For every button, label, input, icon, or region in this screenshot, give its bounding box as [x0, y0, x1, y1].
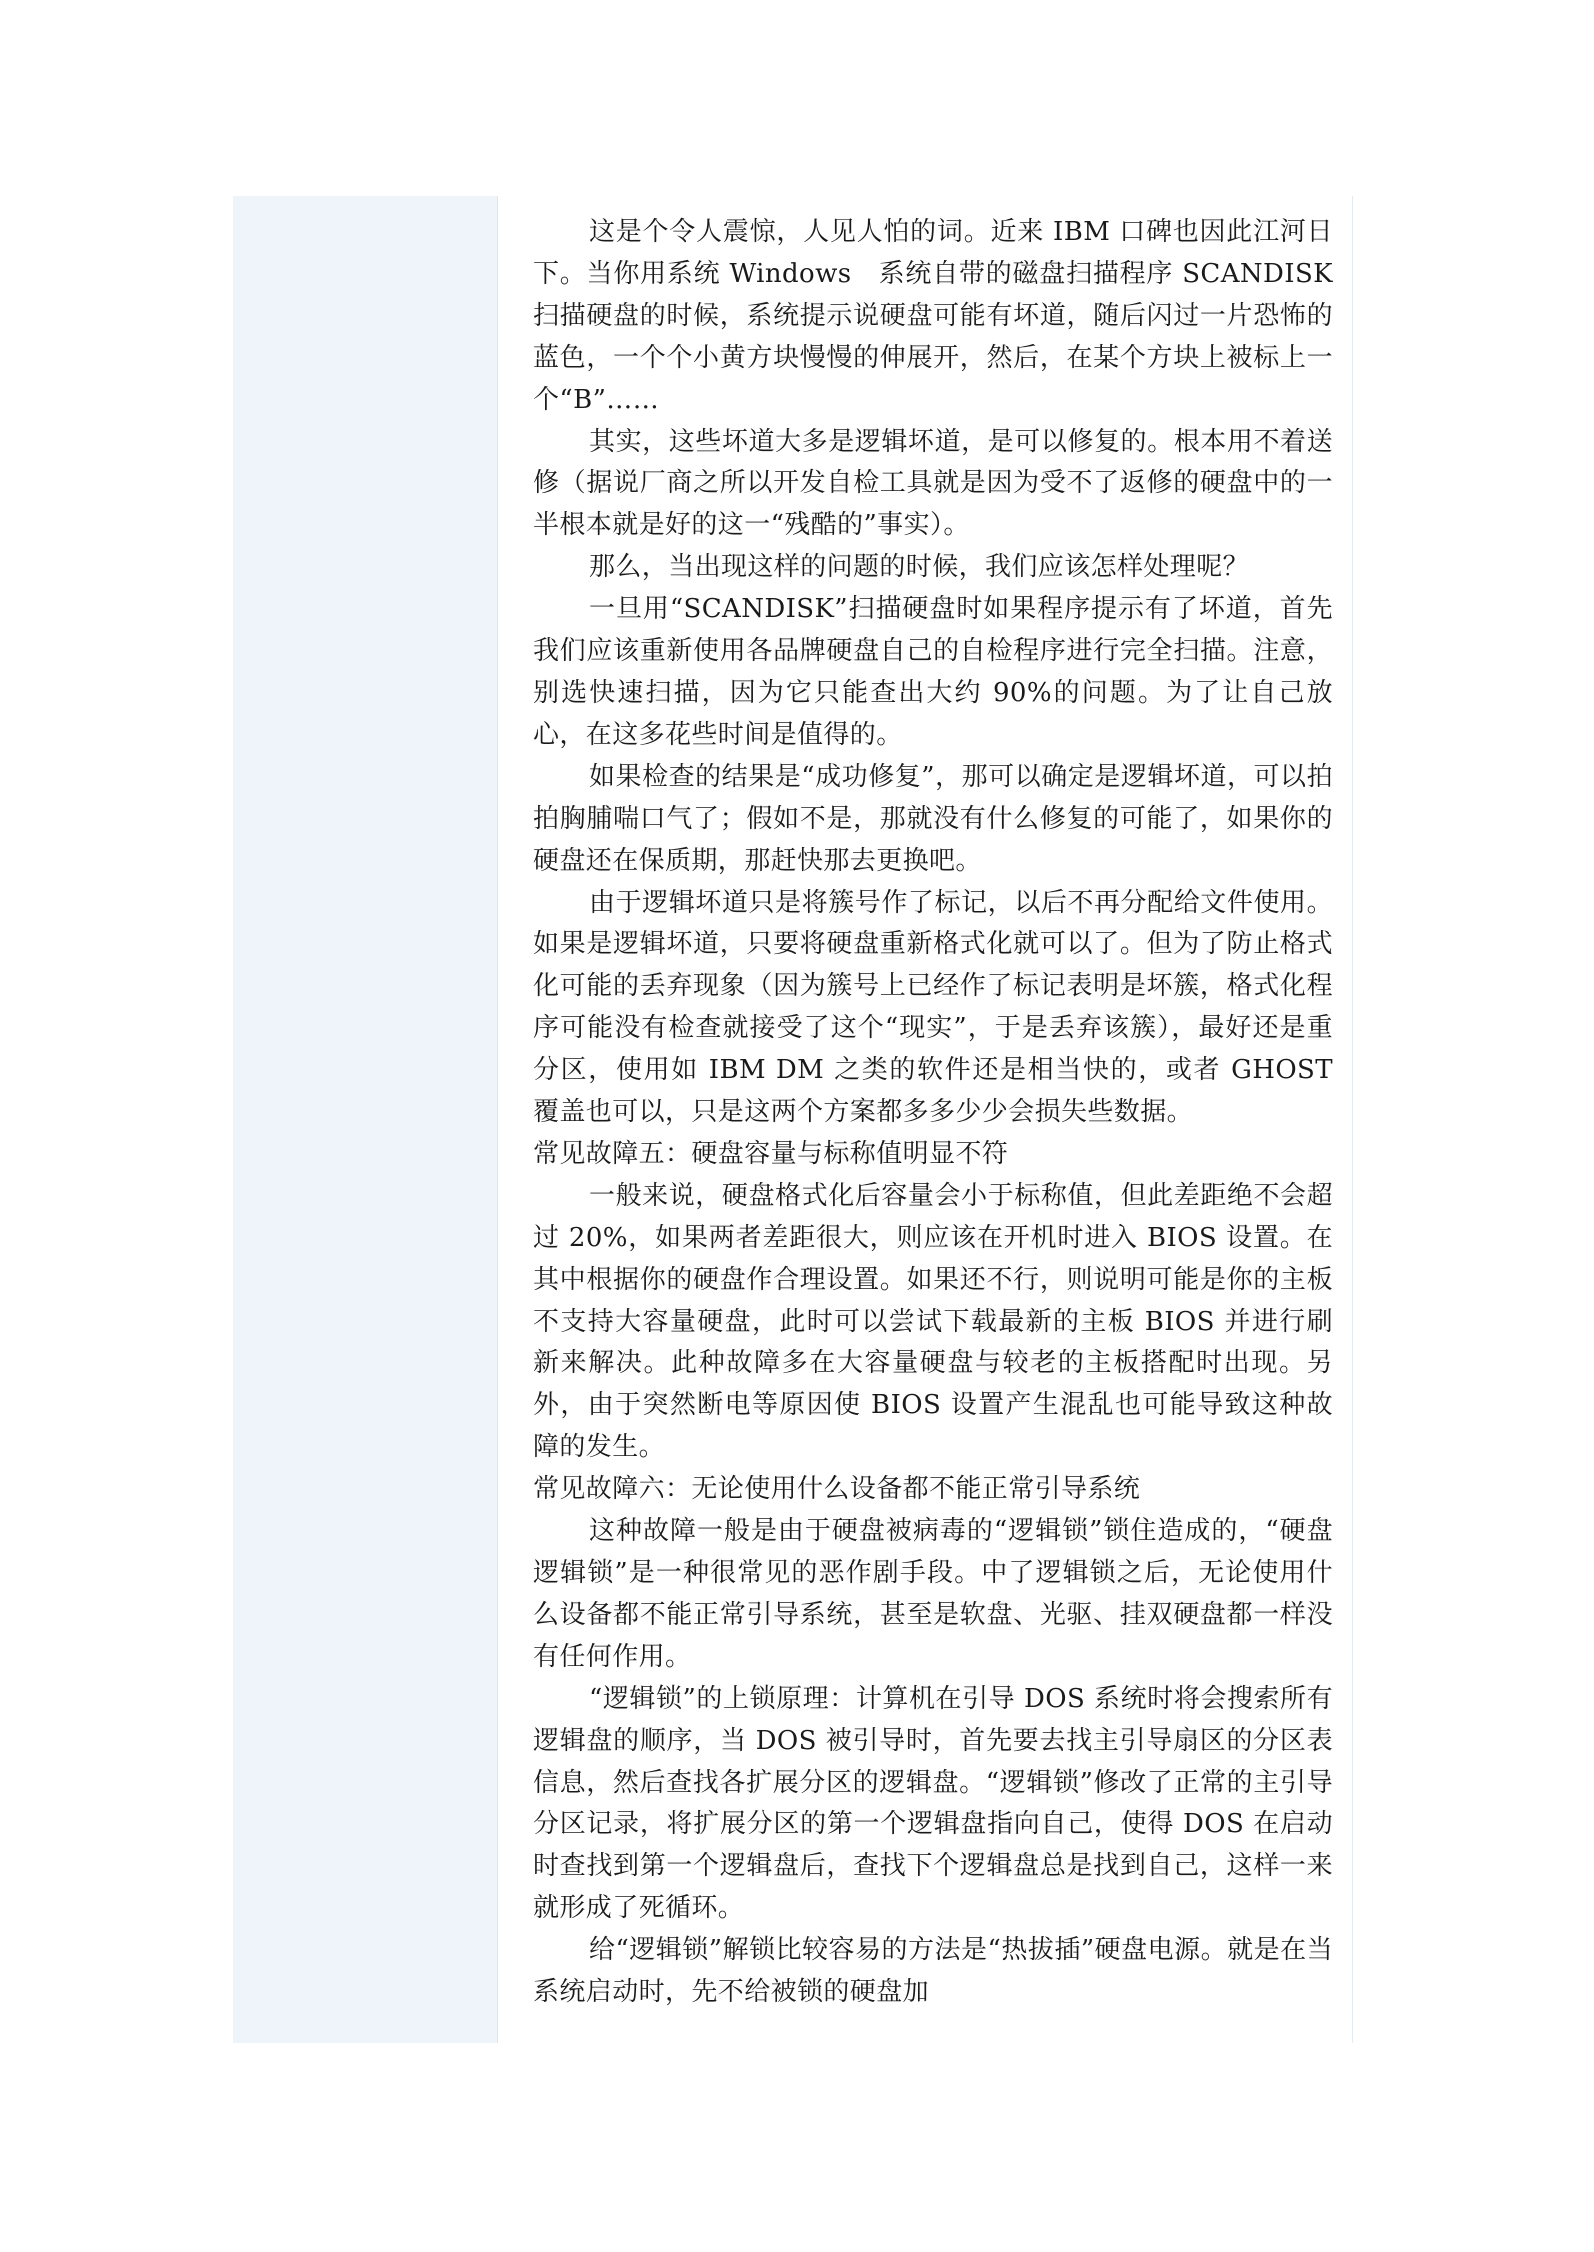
paragraph-question: 那么，当出现这样的问题的时候，我们应该怎样处理呢？ — [589, 552, 1250, 583]
paragraph-bad-sector-intro: 这是个令人震惊，人见人怕的词。近来 IBM 口碑也因此江河日下。当你用系统 Windows 系统自带的磁盘扫描程序 SCANDISK 扫描硬盘的时候，系统提示说硬盘可能有坏道，随后闪过一片恐怖的蓝色，一个个小黄方块慢慢的伸展开，然后，在某个方块上被标上一个“B”…… — [533, 217, 1333, 415]
paragraph-format-repartition: 由于逻辑坏道只是将簇号作了标记，以后不再分配给文件使用。如果是逻辑坏道，只要将硬盘重新格式化就可以了。但为了防止格式化可能的丢弃现象（因为簇号上已经作了标记表明是坏簇，格式化程序可能没有检查就接受了这个“现实”，于是丢弃该簇），最好还是重分区，使用如 IBM DM 之类的软件还是相当快的，或者 GHOST 覆盖也可以，只是这两个方案都多多少少会损失些数据。 — [533, 887, 1333, 1128]
paragraph-scandisk: 一旦用“SCANDISK”扫描硬盘时如果程序提示有了坏道，首先我们应该重新使用各品牌硬盘自己的自检程序进行完全扫描。注意，别选快速扫描，因为它只能查出大约 90%的问题。为了让自己放心，在这多花些时间是值得的。 — [533, 594, 1333, 750]
section-heading-fault-6: 常见故障六：无论使用什么设备都不能正常引导系统 — [533, 1474, 1141, 1505]
paragraph-lock-principle: “逻辑锁”的上锁原理：计算机在引导 DOS 系统时将会搜索所有逻辑盘的顺序，当 DOS 被引导时，首先要去找主引导扇区的分区表信息，然后查找各扩展分区的逻辑盘。“逻辑锁”修改了正常的主引导分区记录，将扩展分区的第一个逻辑盘指向自己，使得 DOS 在启动时查找到第一个逻辑盘后，查找下个逻辑盘总是找到自己，这样一来就形成了死循环。 — [533, 1683, 1333, 1924]
document-body — [533, 212, 1333, 2014]
paragraph-check-result: 如果检查的结果是“成功修复”，那可以确定是逻辑坏道，可以拍拍胸脯喘口气了；假如不是，那就没有什么修复的可能了，如果你的硬盘还在保质期，那赶快那去更换吧。 — [533, 761, 1333, 876]
left-margin-panel — [233, 196, 497, 2043]
paragraph-logical-sectors: 其实，这些坏道大多是逻辑坏道，是可以修复的。根本用不着送修（据说厂商之所以开发自检工具就是因为受不了返修的硬盘中的一半根本就是好的这一“残酷的”事实）。 — [533, 426, 1333, 541]
paragraph-logic-lock: 这种故障一般是由于硬盘被病毒的“逻辑锁”锁住造成的，“硬盘逻辑锁”是一种很常见的恶作剧手段。中了逻辑锁之后，无论使用什么设备都不能正常引导系统，甚至是软盘、光驱、挂双硬盘都一样没有任何作用。 — [533, 1516, 1333, 1672]
paragraph-capacity: 一般来说，硬盘格式化后容量会小于标称值，但此差距绝不会超过 20%，如果两者差距很大，则应该在开机时进入 BIOS 设置。在其中根据你的硬盘作合理设置。如果还不行，则说明可能是你的主板不支持大容量硬盘，此时可以尝试下载最新的主板 BIOS 并进行刷新来解决。此种故障多在大容量硬盘与较老的主板搭配时出现。另外，由于突然断电等原因使 BIOS 设置产生混乱也可能导致这种故障的发生。 — [533, 1180, 1333, 1463]
paragraph-unlock-method: 给“逻辑锁”解锁比较容易的方法是“热拔插”硬盘电源。就是在当系统启动时，先不给被锁的硬盘加 — [533, 1935, 1333, 2008]
section-heading-fault-5: 常见故障五：硬盘容量与标称值明显不符 — [533, 1138, 1009, 1169]
